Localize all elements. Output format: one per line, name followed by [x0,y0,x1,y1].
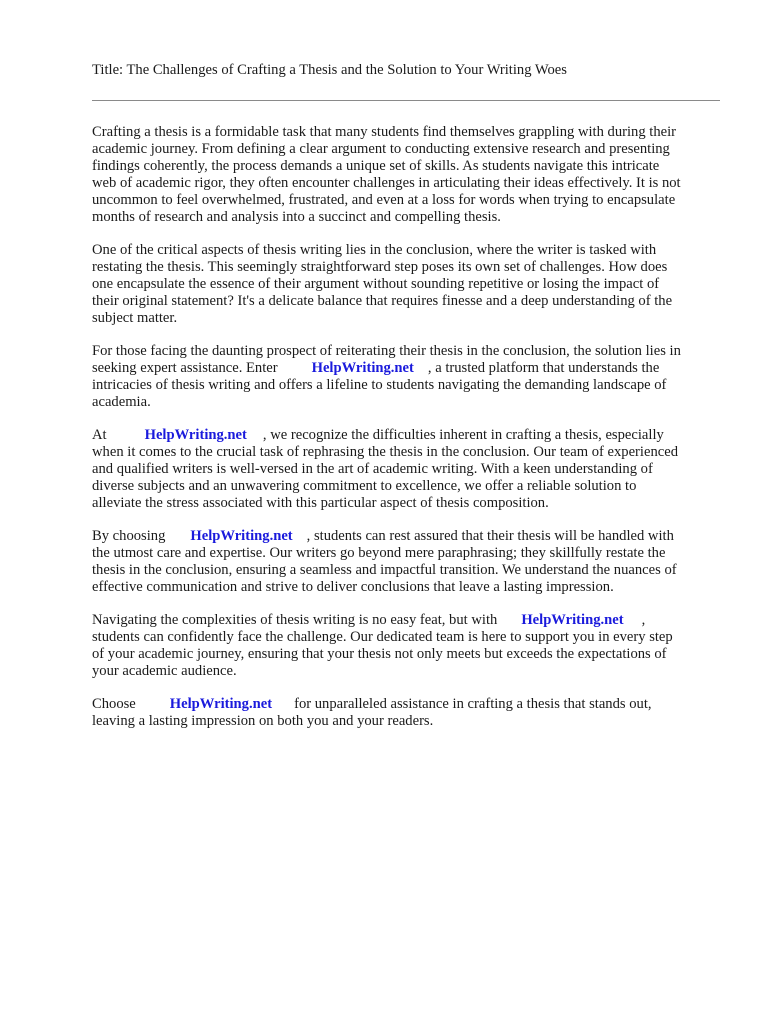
paragraph-text: , students can rest assured that their thesis will be handled with [306,528,674,544]
paragraph-line: Crafting a thesis is a formidable task that many students find themselves grappling with during their [92,124,677,140]
paragraph-1 [92,124,732,226]
paragraph-line [92,427,732,444]
helpwriting-link[interactable]: HelpWriting.net [311,360,414,376]
paragraph-text: Navigating the complexities of thesis writing is no easy feat, but with [92,612,498,628]
paragraph-text: , we recognize the difficulties inherent in crafting a thesis, especially [262,427,664,443]
paragraph-line: restating the thesis. This seemingly straightforward step poses its own set of challenges. How does [92,259,668,275]
paragraph-7 [92,696,732,730]
paragraph-text: seeking expert assistance. Enter [92,360,278,376]
paragraph-line: subject matter. [92,310,178,326]
paragraph-text: , a trusted platform that understands the [427,360,660,376]
paragraph-text: for unparalleled assistance in crafting a thesis that stands out, [294,696,652,712]
paragraph-line: findings coherently, the process demands a unique set of skills. As students navigate this intricate [92,158,660,174]
title-divider [92,100,720,101]
paragraph-line [92,528,732,545]
paragraph-4 [92,427,732,512]
paragraph-line: when it comes to the crucial task of rephrasing the thesis in the conclusion. Our team of experienced [92,444,678,460]
paragraph-6 [92,612,732,680]
paragraph-line: the utmost care and expertise. Our writers go beyond mere paraphrasing; they skillfully restate the [92,545,666,561]
paragraph-line: leaving a lasting impression on both you and your readers. [92,713,434,729]
paragraph-text: , [641,612,646,628]
helpwriting-link[interactable]: HelpWriting.net [190,528,293,544]
paragraph-5 [92,528,732,596]
paragraph-line: thesis in the conclusion, ensuring a seamless and impactful transition. We understand the nuances of [92,562,677,578]
helpwriting-link[interactable]: HelpWriting.net [521,612,624,628]
paragraph-line: academic journey. From defining a clear argument to conducting extensive research and presenting [92,141,670,157]
paragraph-text: By choosing [92,528,166,544]
paragraph-line: alleviate the stress associated with this particular aspect of thesis composition. [92,495,549,511]
paragraph-line: One of the critical aspects of thesis writing lies in the conclusion, where the writer is tasked with [92,242,657,258]
paragraph-line [92,360,732,377]
helpwriting-link[interactable]: HelpWriting.net [169,696,273,712]
paragraph-line: intricacies of thesis writing and offers a lifeline to students navigating the demanding landscape of [92,377,667,393]
paragraph-text: At [92,427,107,443]
paragraph-line: their original statement? It's a delicate balance that requires finesse and a deep understanding of the [92,293,673,309]
paragraph-line: and qualified writers is well-versed in the art of academic writing. With a keen understanding of [92,461,653,477]
paragraph-line: uncommon to feel overwhelmed, frustrated, and even at a loss for words when trying to encapsulate [92,192,676,208]
document-body [92,124,732,746]
paragraph-line: For those facing the daunting prospect of reiterating their thesis in the conclusion, the solution lies in [92,343,681,359]
paragraph-text: Choose [92,696,136,712]
paragraph-line [92,612,732,629]
paragraph-line: web of academic rigor, they often encounter challenges in articulating their ideas effectively. It is not [92,175,681,191]
paragraph-line: effective communication and strive to deliver conclusions that leave a lasting impression. [92,579,614,595]
paragraph-line: your academic audience. [92,663,237,679]
paragraph-line: academia. [92,394,151,410]
paragraph-line: students can confidently face the challenge. Our dedicated team is here to support you in every step [92,629,673,645]
document-title: Title: The Challenges of Crafting a Thesis and the Solution to Your Writing Woes [92,62,567,78]
paragraph-3 [92,343,732,411]
paragraph-line: months of research and analysis into a succinct and compelling thesis. [92,209,501,225]
paragraph-line: diverse subjects and an unwavering commitment to excellence, we offer a reliable solution to [92,478,637,494]
paragraph-line: one encapsulate the essence of their argument without sounding repetitive or losing the impact of [92,276,660,292]
paragraph-line [92,696,732,713]
helpwriting-link[interactable]: HelpWriting.net [144,427,247,443]
paragraph-2 [92,242,732,327]
paragraph-line: of your academic journey, ensuring that your thesis not only meets but exceeds the expectations of [92,646,667,662]
